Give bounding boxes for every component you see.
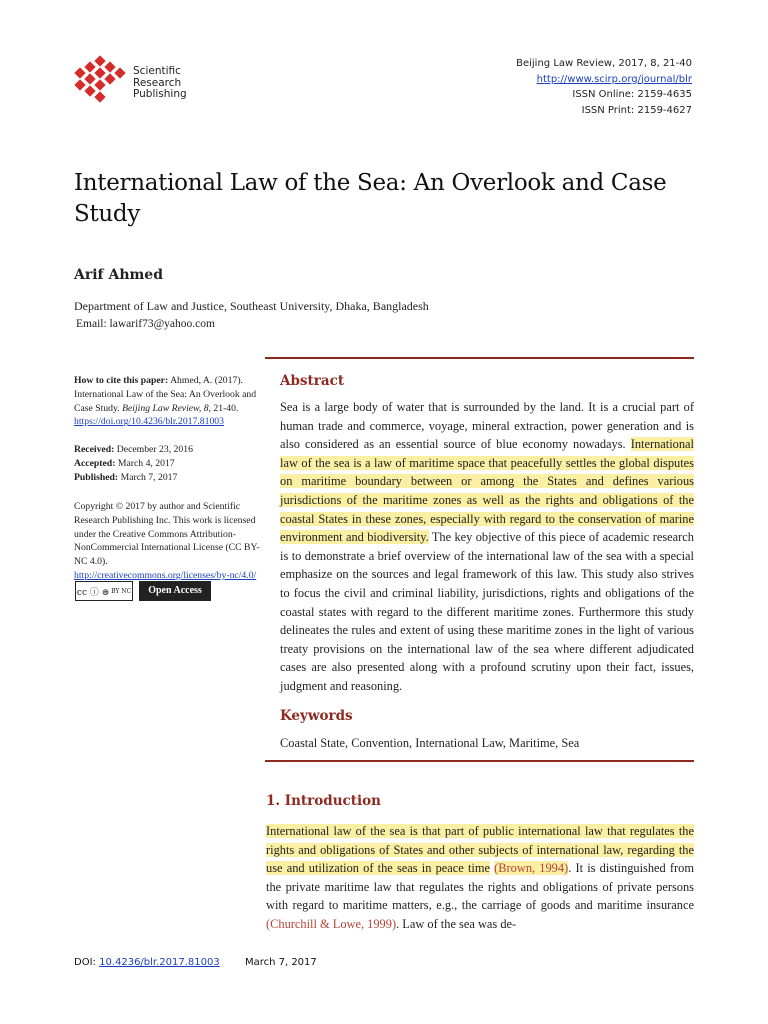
abstract-body	[280, 398, 694, 696]
introduction-text-1: . It is distinguished from the private maritime law that regulates the rights and obligations of private persons with regard to maritime matters, e.g., the carriage of goods and maritime insurance	[266, 861, 694, 913]
cite-pages: 21-40.	[213, 402, 239, 414]
publisher-logo	[74, 55, 202, 107]
cc-by-nc-badge[interactable]	[75, 581, 133, 601]
abstract-text-2: The key objective of this piece of academic research is to demonstrate a brief overview of the international law of the sea with a special emphasize on the sources and legal framework of this law. This study also strives to focus the civil and criminal liability, jurisdictions, rights and obligations of the coastal states with regard to the different maritime zones. Furthermore this study delineates the rules and extent of using these maritime zones in the light of various treaty provisions on the international law of the sea where different adjudicated cases are also presented along with a profound scrutiny upon their fact, issues, judgment and reasoning.	[280, 530, 694, 693]
section-divider	[265, 760, 694, 762]
accepted-label: Accepted:	[74, 457, 116, 469]
received-date: December 23, 2016	[116, 444, 193, 455]
reference-link[interactable]: (Brown, 1994)	[494, 861, 569, 876]
copyright-text: Copyright © 2017 by author and Scientific Research Publishing Inc. This work is licensed under the Creative Commons Attribution-NonCommercial International License (CC BY-NC 4.0).	[74, 501, 260, 568]
introduction-heading: 1. Introduction	[266, 793, 381, 809]
introduction-body	[266, 822, 694, 934]
author-name: Arif Ahmed	[74, 267, 164, 283]
cite-doi-link[interactable]: https://doi.org/10.4236/blr.2017.81003	[74, 416, 224, 428]
journal-info	[452, 56, 692, 118]
dates-block	[74, 443, 260, 484]
reference-link[interactable]: (Churchill & Lowe, 1999)	[266, 916, 397, 931]
footer-date: March 7, 2017	[244, 957, 317, 968]
paper-title: International Law of the Sea: An Overlook and Case Study	[74, 170, 667, 227]
keywords-heading: Keywords	[280, 708, 353, 724]
section-divider	[265, 357, 694, 359]
footer-doi-label: DOI:	[74, 957, 96, 968]
cite-text: Ahmed, A. (2017). International Law of the Sea: An Overlook and Case Study.	[74, 375, 257, 414]
publisher-logo-icon	[74, 55, 130, 107]
introduction-text-2: . Law of the sea was de-	[396, 916, 517, 931]
license-link[interactable]: http://creativecommons.org/licenses/by-nc/4.0/	[74, 569, 257, 581]
published-label: Published:	[74, 471, 119, 483]
journal-citation: Beijing Law Review, 2017, 8, 21-40	[516, 58, 692, 69]
author-email: Email: lawarif73@yahoo.com	[76, 318, 215, 330]
accepted-date: March 4, 2017	[117, 457, 175, 469]
cite-label: How to cite this paper:	[74, 375, 169, 386]
publisher-name-line: Research	[133, 76, 182, 89]
publisher-name-line: Scientific	[133, 65, 181, 77]
introduction-highlight: International law of the sea is that part of public international law that regulates the rights and obligations of States and other subjects of international law, regarding the use and utilization of the seas in peace time	[266, 824, 694, 876]
issn-print: ISSN Print: 2159-4627	[581, 104, 692, 116]
license-badges	[75, 581, 211, 601]
copyright-block	[74, 500, 260, 583]
cc-badge-label: cc ⓘ ⊜	[76, 587, 110, 598]
published-date: March 7, 2017	[120, 471, 178, 483]
publisher-name	[133, 66, 187, 101]
page-footer	[74, 957, 317, 968]
publisher-name-line: Publishing	[133, 88, 187, 100]
journal-url-link[interactable]: http://www.scirp.org/journal/blr	[536, 73, 692, 85]
keywords-text: Coastal State, Convention, International Law, Maritime, Sea	[280, 736, 580, 750]
received-label: Received:	[74, 444, 115, 455]
abstract-text-1: Sea is a large body of water that is surrounded by the land. It is a crucial part of human trade and commerce, voyage, mineral extraction, power generation and is also considered as an essential source of blue economy nowadays.	[280, 400, 694, 452]
issn-online: ISSN Online: 2159-4635	[572, 89, 692, 100]
open-access-badge: Open Access	[139, 581, 211, 601]
footer-doi-link[interactable]: 10.4236/blr.2017.81003	[99, 957, 220, 968]
affiliation: Department of Law and Justice, Southeast University, Dhaka, Bangladesh	[74, 299, 429, 313]
abstract-heading: Abstract	[280, 373, 345, 389]
abstract-highlight: International law of the sea is a law of maritime space that peacefully settles the global disputes on maritime boundary between or among the States and defines various jurisdictions of the maritime zones as well as the rights and obligations of the coastal States in these zones, especially with regard to the conservation of marine environment and biodiversity.	[280, 437, 694, 545]
cc-badge-sublabel: BY NC	[111, 587, 132, 595]
citation-block	[74, 374, 260, 429]
cite-journal: Beijing Law Review, 8,	[122, 402, 211, 414]
